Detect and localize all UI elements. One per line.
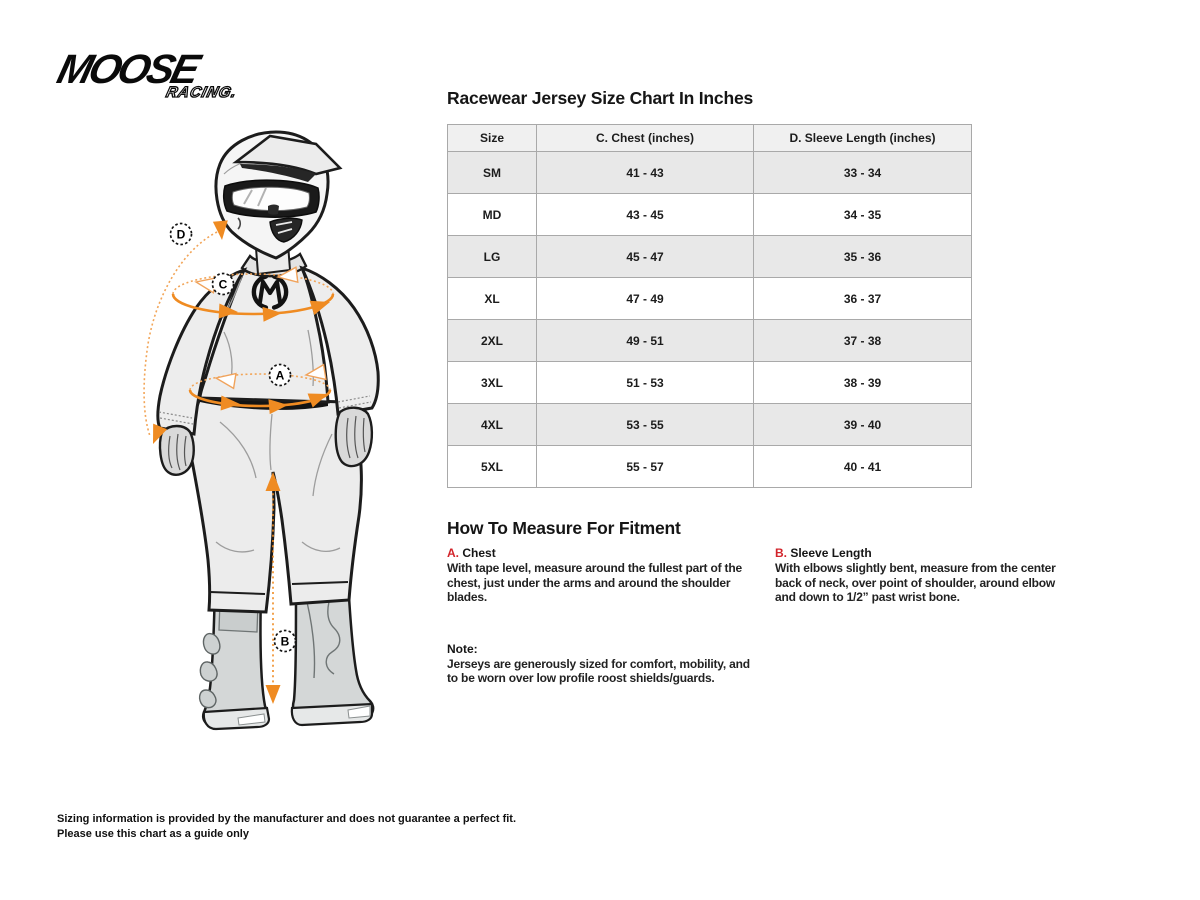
measure-item-sleeve-heading xyxy=(775,546,1077,560)
size-row-3xl xyxy=(448,362,972,404)
cell-size: 2XL xyxy=(448,320,537,362)
cell-sleeve: 34 - 35 xyxy=(754,194,972,236)
measure-items xyxy=(447,546,1087,605)
moose-racing-logo xyxy=(51,46,254,101)
marker-d-label: D xyxy=(176,227,186,242)
cell-sleeve: 37 - 38 xyxy=(754,320,972,362)
size-row-xl xyxy=(448,278,972,320)
cell-chest: 43 - 45 xyxy=(537,194,754,236)
marker-a xyxy=(270,365,291,386)
cell-chest: 41 - 43 xyxy=(537,152,754,194)
cell-size: SM xyxy=(448,152,537,194)
cell-sleeve: 39 - 40 xyxy=(754,404,972,446)
helmet xyxy=(216,132,340,274)
cell-sleeve: 40 - 41 xyxy=(754,446,972,488)
note-block xyxy=(447,642,757,686)
marker-d xyxy=(171,224,192,245)
note-label: Note: xyxy=(447,641,478,656)
size-row-lg xyxy=(448,236,972,278)
cell-sleeve: 35 - 36 xyxy=(754,236,972,278)
cell-size: 4XL xyxy=(448,404,537,446)
measure-item-chest-heading xyxy=(447,546,755,560)
measure-section-title: How To Measure For Fitment xyxy=(447,518,681,538)
cell-sleeve: 33 - 34 xyxy=(754,152,972,194)
cell-chest: 53 - 55 xyxy=(537,404,754,446)
right-glove xyxy=(336,408,372,466)
table-header-row xyxy=(448,125,972,152)
cell-size: MD xyxy=(448,194,537,236)
cell-size: 3XL xyxy=(448,362,537,404)
size-chart-title: Racewear Jersey Size Chart In Inches xyxy=(447,88,754,108)
note-text: Jerseys are generously sized for comfort, mobility, and to be worn over low profile roost shields/guards. xyxy=(447,656,750,685)
marker-b-label: B xyxy=(280,634,290,649)
cell-size: LG xyxy=(448,236,537,278)
cell-sleeve: 36 - 37 xyxy=(754,278,972,320)
measure-text-chest: With tape level, measure around the fullest part of the chest, just under the arms and around the shoulder blades. xyxy=(447,561,742,604)
rider-illustration xyxy=(120,122,440,742)
marker-c-label: C xyxy=(218,277,228,292)
main-content xyxy=(447,88,1087,686)
logo-moose-text: MOOSE xyxy=(52,46,202,92)
logo-racing-text: RACING. xyxy=(164,84,239,101)
measure-key-a: A. xyxy=(447,546,459,560)
disclaimer-line-1: Sizing information is provided by the manufacturer and does not guarantee a perfect fit. xyxy=(57,813,517,825)
column-header-size: Size xyxy=(448,125,537,152)
column-header-sleeve: D. Sleeve Length (inches) xyxy=(754,125,972,152)
size-row-md xyxy=(448,194,972,236)
left-glove xyxy=(160,426,194,475)
size-row-4xl xyxy=(448,404,972,446)
cell-size: XL xyxy=(448,278,537,320)
size-row-5xl xyxy=(448,446,972,488)
cell-chest: 45 - 47 xyxy=(537,236,754,278)
size-row-sm xyxy=(448,152,972,194)
measure-text-sleeve: With elbows slightly bent, measure from the center back of neck, over point of shoulder, around elbow and down to 1/2” past wrist bone. xyxy=(775,561,1056,604)
cell-chest: 55 - 57 xyxy=(537,446,754,488)
marker-a-label: A xyxy=(275,368,285,383)
marker-b xyxy=(275,631,296,652)
cell-size: 5XL xyxy=(448,446,537,488)
cell-chest: 49 - 51 xyxy=(537,320,754,362)
footer-disclaimer xyxy=(57,812,516,842)
size-row-2xl xyxy=(448,320,972,362)
measure-item-sleeve xyxy=(775,546,1077,605)
measure-label-sleeve: Sleeve Length xyxy=(790,546,872,560)
disclaimer-line-2: Please use this chart as a guide only xyxy=(57,828,249,840)
marker-c xyxy=(213,274,234,295)
cell-chest: 51 - 53 xyxy=(537,362,754,404)
measure-label-chest: Chest xyxy=(462,546,496,560)
size-chart-table xyxy=(447,124,972,488)
column-header-chest: C. Chest (inches) xyxy=(537,125,754,152)
cell-chest: 47 - 49 xyxy=(537,278,754,320)
cell-sleeve: 38 - 39 xyxy=(754,362,972,404)
measure-item-chest xyxy=(447,546,755,605)
measure-key-b: B. xyxy=(775,546,787,560)
